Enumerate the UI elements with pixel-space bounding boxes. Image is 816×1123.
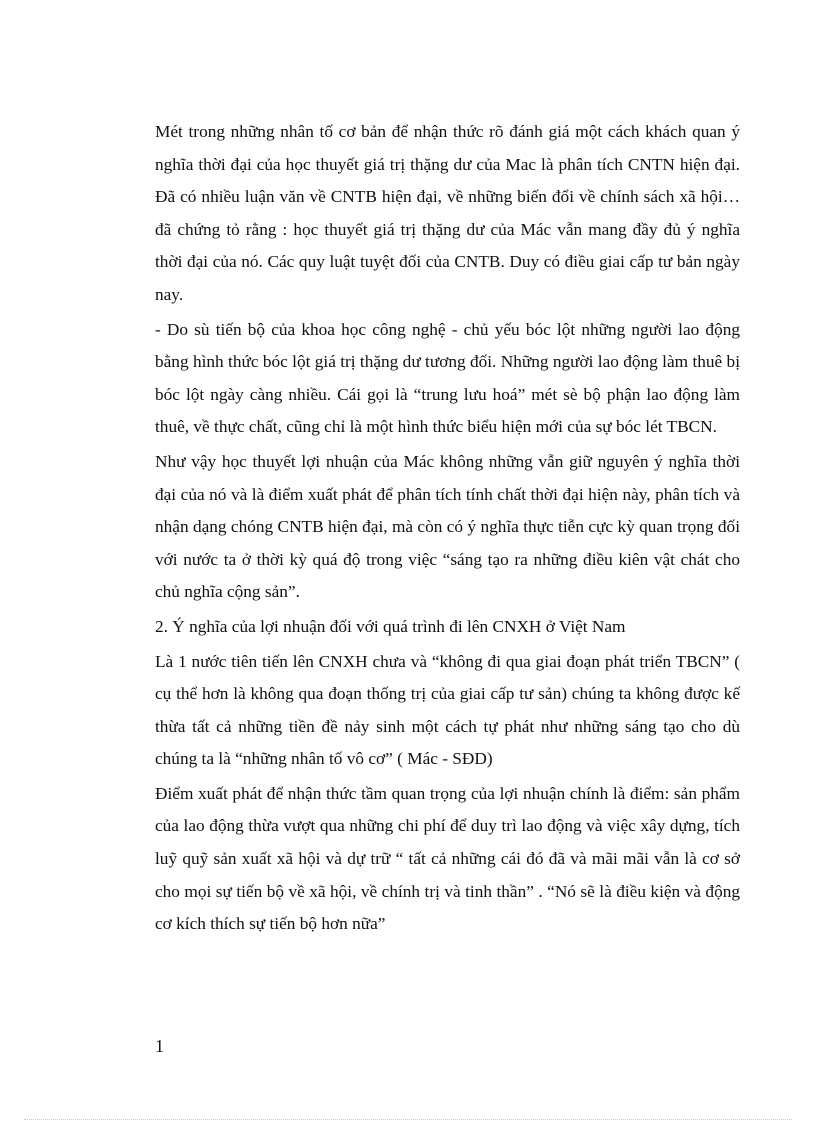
section-heading: 2. Ý nghĩa của lợi nhuận đối với quá trình đi lên CNXH ở Việt Nam	[155, 616, 626, 636]
paragraph-1: Mét trong những nhân tố cơ bản để nhận thức rõ đánh giá một cách khách quan ý nghĩa thời đại của học thuyết giá trị thặng dư của Mac là phân tích CNTN hiện đại. Đã có nhiều luận văn về CNTB hiện đại, về những biến đổi về chính sách xã hội… đã chứng tỏ rằng : học thuyết giá trị thặng dư của Mác vẫn mang đầy đủ ý nghĩa thời đại của nó. Các quy luật tuyệt đối của CNTB. Duy có điều giai cấp tư bản ngày nay.	[155, 122, 740, 304]
paragraph-4: Là 1 nước tiên tiến lên CNXH chưa và “không đi qua giai đoạn phát triển TBCN” ( cụ thể hơn là không qua đoạn thống trị của giai cấp tư sản) chúng ta không được kế thừa tất cả những tiền đề nảy sinh một cách tự phát như những sáng tạo cho dù chúng ta là “những nhân tố vô cơ” ( Mác - SĐD)	[155, 651, 740, 769]
page-number: 1	[155, 1036, 164, 1056]
paragraph-5: Điểm xuất phát để nhận thức tầm quan trọng của lợi nhuận chính là điểm: sản phẩm của lao động thừa vượt qua những chi phí để duy trì lao động và việc xây dựng, tích luỹ quỹ sản xuất xã hội và dự trữ “ tất cả những cái đó đã và mãi mãi vẫn là cơ sở cho mọi sự tiến bộ về xã hội, về chính trị và tinh thần” . “Nó sẽ là điều kiện và động cơ kích thích sự tiến bộ hơn nữa”	[155, 783, 740, 934]
document-body	[155, 116, 740, 943]
paragraph-3: Như vậy học thuyết lợi nhuận của Mác không những vẫn giữ nguyên ý nghĩa thời đại của nó và là điểm xuất phát để phân tích tính chất thời đại hiện này, phân tích và nhận dạng chóng CNTB hiện đại, mà còn có ý nghĩa thực tiễn cực kỳ quan trọng đối với nước ta ở thời kỳ quá độ trong việc “sáng tạo ra những điều kiên vật chát cho chủ nghĩa cộng sản”.	[155, 451, 740, 602]
page-bottom-divider	[24, 1119, 792, 1120]
paragraph-2: - Do sù tiến bộ của khoa học công nghệ - chủ yếu bóc lột những người lao động bằng hình thức bóc lột giá trị thặng dư tương đối. Những người lao động làm thuê bị bóc lột ngày càng nhiều. Cái gọi là “trung lưu hoá” mét sè bộ phận lao động làm thuê, về thực chất, cũng chỉ là một hình thức biểu hiện mới của sự bóc lét TBCN.	[155, 319, 740, 437]
